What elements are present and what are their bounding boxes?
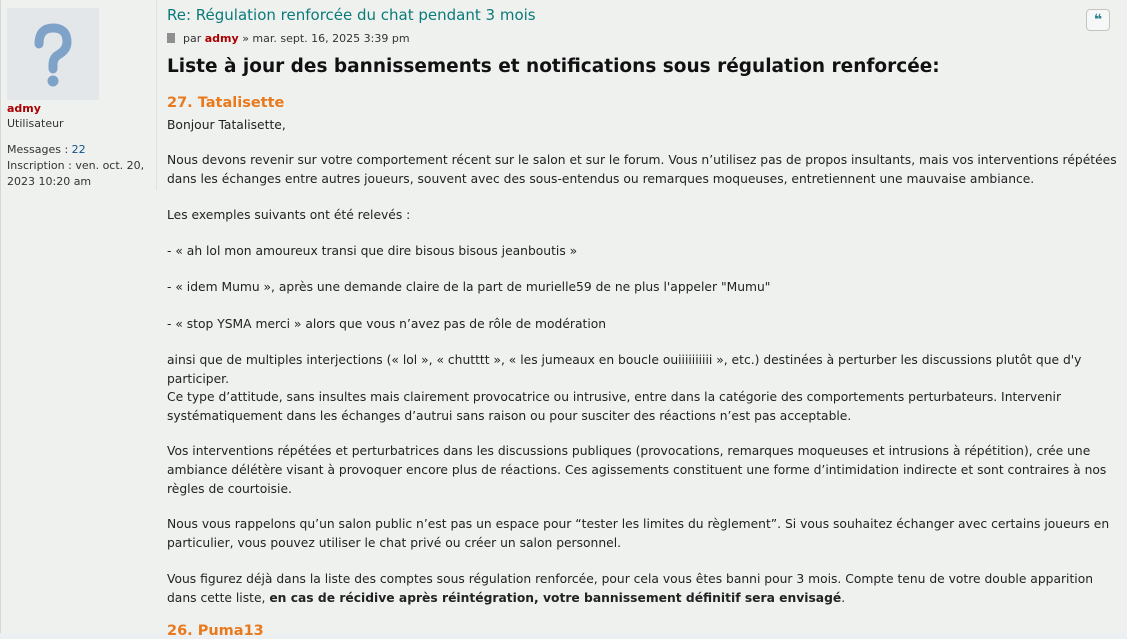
next-section-title: 26. Puma13 [167, 623, 264, 639]
messages-count-link[interactable]: 22 [71, 143, 86, 156]
question-mark-icon [7, 8, 99, 100]
example-1: - « ah lol mon amoureux transi que dire bisous bisous jeanboutis » [167, 244, 578, 258]
post-title[interactable]: Re: Régulation renforcée du chat pendant 3 mois [167, 6, 536, 24]
post-icon[interactable] [167, 33, 175, 43]
section-title: 27. Tatalisette [167, 95, 285, 111]
post-meta [167, 32, 410, 45]
paragraph-3: ainsi que de multiples interjections (« lol », « chutttt », « les jumeaux en boucle ouiiiiiiiiii », etc.) destinées à perturber les discussions plutôt que d'y participer. [167, 353, 1082, 386]
paragraph-7-bold: en cas de récidive après réintégration, votre bannissement définitif sera envisagé [269, 591, 842, 605]
author-profile [1, 0, 157, 190]
meta-date: » mar. sept. 16, 2025 3:39 pm [242, 32, 410, 45]
inscription-stat: Inscription : ven. oct. 20, 2023 10:20 am [7, 159, 145, 188]
paragraph-7-start: Vous figurez déjà dans la liste des comptes sous régulation renforcée, pour cela vous êtes banni pour 3 mois. Compte tenu de votre double apparition dans cette liste, [167, 572, 1094, 605]
example-3: - « stop YSMA merci » alors que vous n’avez pas de rôle de modération [167, 317, 607, 331]
quote-icon: ❝ [1093, 12, 1103, 28]
paragraph-6: Nous vous rappelons qu’un salon public n’est pas un espace pour “tester les limites du règlement”. Si vous souhaitez échanger avec certains joueurs en particulier, vous pouvez utiliser le chat privé ou créer un salon personnel. [167, 517, 1110, 550]
paragraph-1: Nous devons revenir sur votre comportement récent sur le salon et sur le forum. Vous n’utilisez pas de propos insultants, mais vos interventions répétées dans les échanges entre autres joueurs, souvent avec des sous-entendus ou remarques moqueuses, entretiennent une mauvaise ambiance. [167, 153, 1117, 186]
messages-stat [7, 142, 147, 158]
content-heading: Liste à jour des bannissements et notifications sous régulation renforcée: [167, 56, 940, 77]
meta-prefix: par [183, 32, 202, 45]
paragraph-5: Vos interventions répétées et perturbatrices dans les discussions publiques (provocations, remarques moqueuses et intrusions à répétition), crée une ambiance délétère visant à provoquer encore plus de réactions. Ces agissements constituent une forme d’intimidation indirecte et sont contraires à nos règles de courtoisie. [167, 444, 1107, 496]
paragraph-7 [167, 570, 1117, 608]
quote-button[interactable] [1086, 9, 1110, 31]
paragraph-4: Ce type d’attitude, sans insultes mais clairement provocatrice ou intrusive, entre dans la catégorie des comportements perturbateurs. Intervenir systématiquement dans les échanges d’autrui sans raison ou pour susciter des réactions n’est pas acceptable. [167, 390, 1062, 423]
messages-label: Messages : [7, 143, 69, 156]
avatar[interactable] [7, 8, 99, 100]
paragraph-7-end: . [841, 591, 846, 605]
author-name[interactable]: admy [7, 102, 41, 115]
paragraph-2: Les exemples suivants ont été relevés : [167, 208, 411, 222]
example-2: - « idem Mumu », après une demande claire de la part de murielle59 de ne plus l'appeler "Mumu" [167, 280, 771, 294]
greeting: Bonjour Tatalisette, [167, 118, 286, 132]
author-rank: Utilisateur [7, 117, 64, 130]
author-stats [7, 142, 147, 190]
meta-user[interactable]: admy [204, 32, 239, 45]
